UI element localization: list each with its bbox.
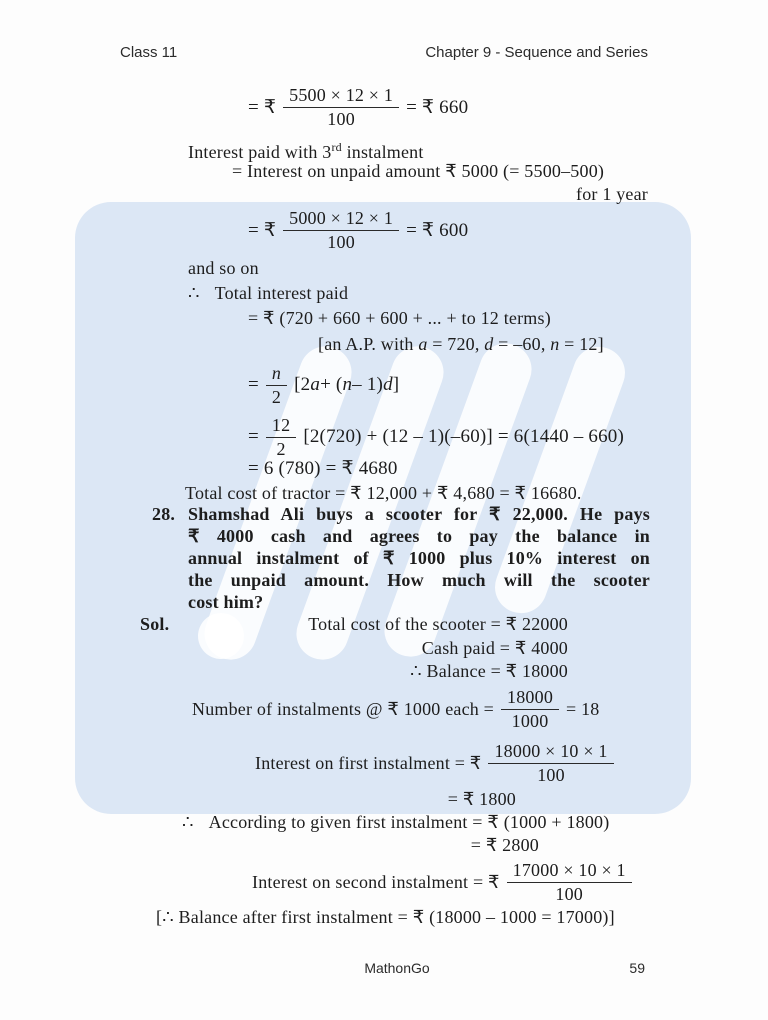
fraction-numerator: 5000 × 12 × 1: [289, 207, 394, 228]
line-ap-note: [an A.P. with a = 720, d = –60, n = 12]: [318, 334, 604, 354]
line-unpaid-amount: = Interest on unpaid amount ₹ 5000 (= 5500–500): [232, 161, 605, 181]
var-a: a: [310, 374, 321, 395]
header-class: Class 11: [120, 44, 178, 61]
question-number: 28.: [152, 504, 176, 524]
eq-rhs: = ₹ 660: [406, 96, 469, 118]
solution-label: Sol.: [140, 614, 170, 634]
equation-interest-first: Interest on first instalment = ₹ $\frac{18000 \times 10 \times 1}{100}$: [255, 738, 621, 788]
ordinal-sup: rd: [331, 140, 342, 154]
equation-660: [248, 83, 468, 131]
fraction-numerator: n: [271, 362, 282, 383]
line-sum-result: = 6 (780) = ₹ 4680: [248, 458, 398, 479]
equation-sum-formula: = $\frac{n}{2}$ [2 a + ( n – 1) d ]: [248, 362, 400, 407]
footer-brand: MathonGo: [364, 960, 430, 976]
fraction-denominator: 100: [488, 763, 613, 786]
fraction-numerator: 18000 × 10 × 1: [494, 740, 608, 761]
question-text-line: Shamshad Ali buys a scooter for ₹ 22,000. He pays: [188, 504, 650, 524]
fraction-denominator: 2: [266, 437, 296, 460]
line-according-first: ∴ According to given first instalment = ₹ (1000 + 1800): [182, 812, 610, 832]
line-total-interest: ∴ Total interest paid: [188, 283, 349, 303]
header-chapter: Chapter 9 - Sequence and Series: [425, 44, 648, 61]
line-according-result: = ₹ 2800: [470, 835, 539, 855]
line-balance-note: [∴ Balance after first instalment = ₹ (18000 – 1000 = 17000)]: [156, 907, 615, 927]
line-cash-paid: Cash paid = ₹ 4000: [421, 638, 568, 658]
fraction-denominator: 2: [266, 385, 287, 408]
line-series: = ₹ (720 + 660 + 600 + ... + to 12 terms): [248, 308, 551, 328]
equation-instalments: Number of instalments @ ₹ 1000 each = $\frac{18000}{1000}$ = 18: [192, 686, 600, 731]
line-interest-first-result: = ₹ 1800: [447, 789, 516, 809]
therefore-symbol: ∴: [182, 812, 194, 832]
fraction: [501, 687, 559, 732]
footer-page-number: 59: [629, 960, 645, 976]
equation-sum-substituted: = $\frac{12}{2}$ [2(720) + (12 – 1)(–60)] = 6(1440 – 660): [248, 414, 625, 459]
line-tractor-total: Total cost of tractor = ₹ 12,000 + ₹ 4,680 = ₹ 16680.: [185, 483, 582, 503]
var-n: n: [342, 374, 353, 395]
line-for-1-year: for 1 year: [576, 184, 648, 204]
question-text-line: annual instalment of ₹ 1000 plus 10% interest on: [188, 548, 650, 568]
fraction: [507, 860, 632, 905]
question-text-line: ₹ 4000 cash and agrees to pay the balance in: [188, 526, 650, 546]
eq-lhs: = ₹: [248, 96, 277, 118]
var-a: a: [418, 334, 428, 354]
fraction-denominator: 100: [283, 107, 399, 130]
var-d: d: [383, 374, 393, 395]
eq-rhs: = ₹ 600: [406, 219, 469, 241]
fraction: [283, 208, 399, 253]
var-d: d: [484, 334, 494, 354]
fraction-numerator: 17000 × 10 × 1: [512, 859, 626, 880]
fraction-denominator: 100: [507, 882, 632, 905]
line-balance: ∴ Balance = ₹ 18000: [410, 661, 568, 681]
equation-interest-second: Interest on second instalment = ₹ $\frac{17000 \times 10 \times 1}{100}$: [252, 857, 639, 907]
fraction: [266, 363, 287, 408]
equation-600: [248, 206, 468, 254]
var-n: n: [550, 334, 560, 354]
fraction-numerator: 18000: [507, 686, 554, 707]
therefore-symbol: ∴: [188, 283, 200, 303]
question-text-line: the unpaid amount. How much will the scooter: [188, 570, 650, 590]
fraction-denominator: 100: [283, 230, 399, 253]
line-total-cost-scooter: Total cost of the scooter = ₹ 22000: [308, 614, 568, 634]
fraction-numerator: 12: [271, 414, 291, 435]
eq-lhs: = ₹: [248, 219, 277, 241]
fraction-denominator: 1000: [501, 709, 559, 732]
question-text-line: cost him?: [188, 592, 264, 612]
fraction: [283, 85, 399, 130]
fraction: [266, 415, 296, 460]
line-and-so-on: and so on: [188, 258, 259, 278]
fraction-numerator: 5500 × 12 × 1: [289, 84, 394, 105]
fraction: [488, 741, 613, 786]
line-interest-3rd: Interest paid with 3rd instalment: [188, 140, 424, 162]
